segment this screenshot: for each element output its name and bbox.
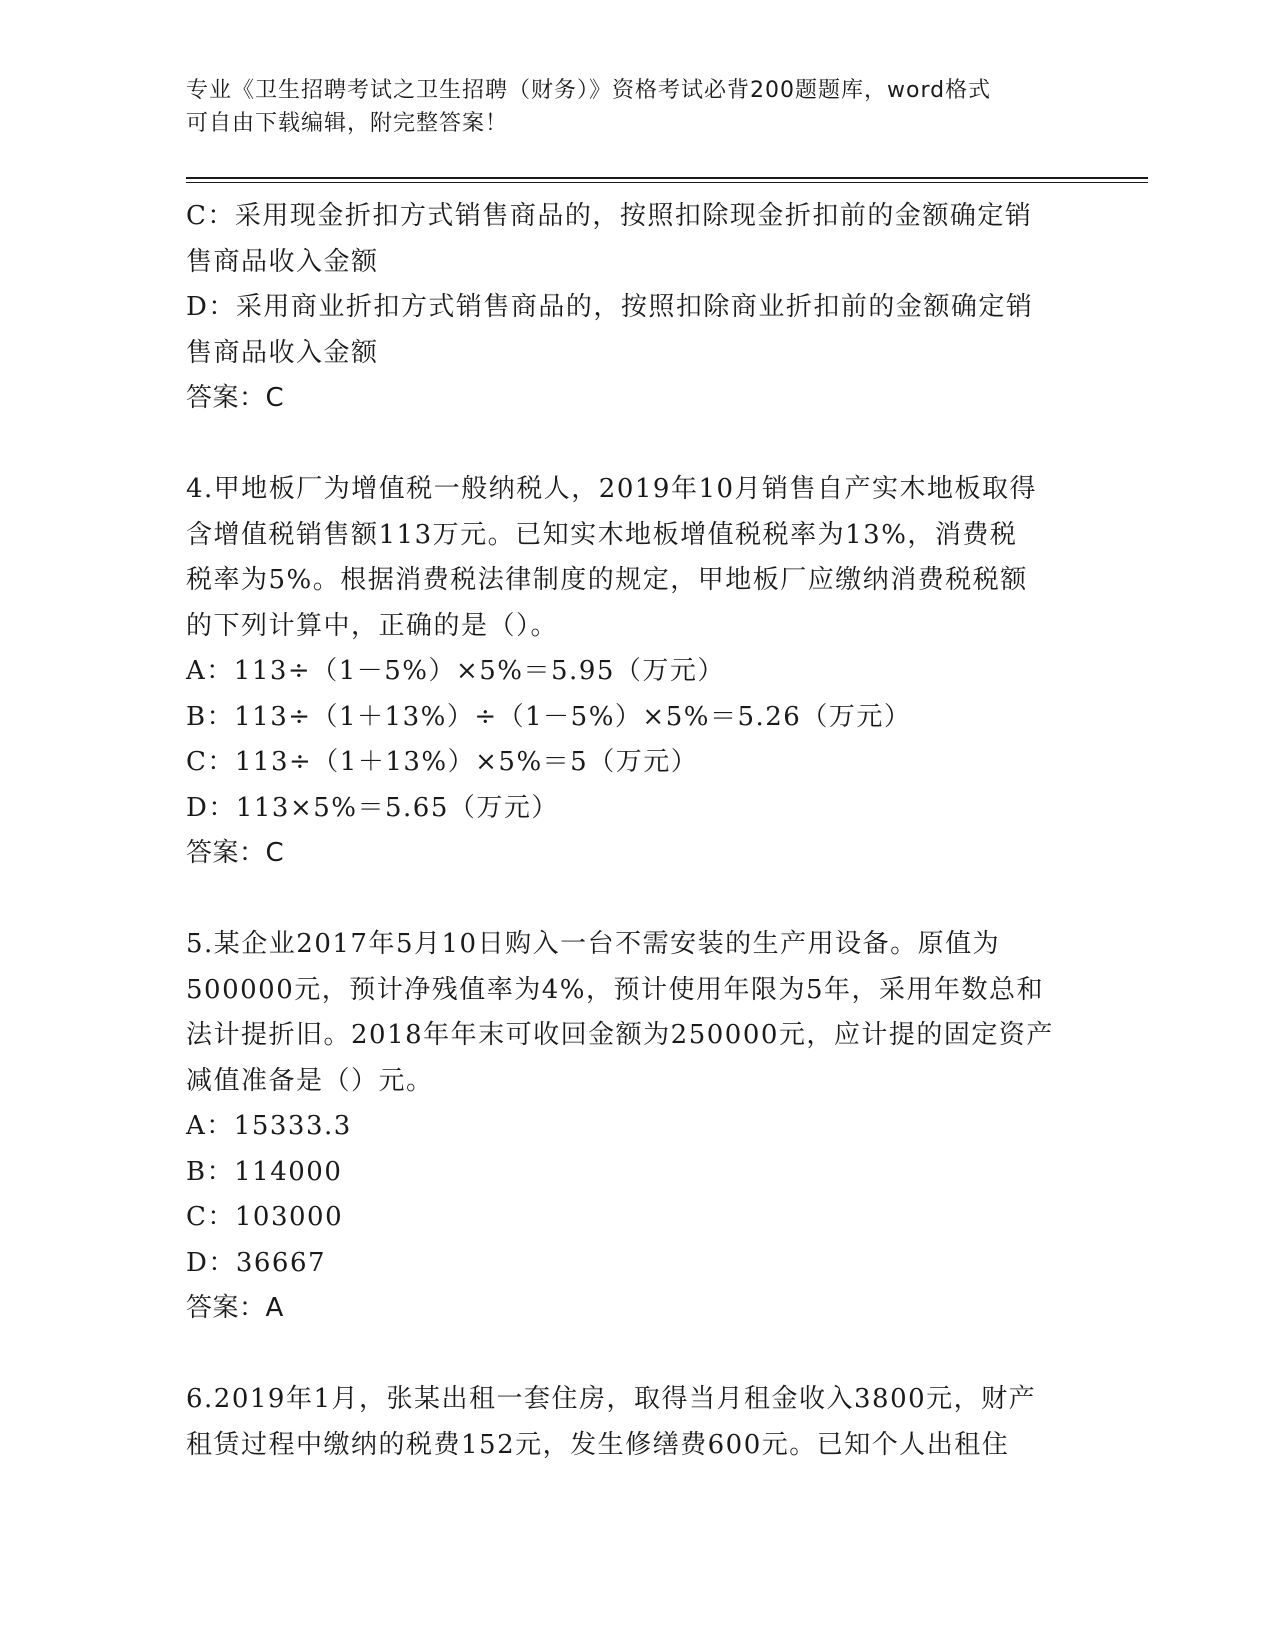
question-3-tail: [186, 194, 1086, 422]
question-stem-line: 500000元，预计净残值率为4%，预计使用年限为5年，采用年数总和: [186, 974, 1045, 1005]
header-divider-thin: [186, 182, 1148, 183]
question-stem-line: 税率为5%。根据消费税法律制度的规定，甲地板厂应缴纳消费税税额: [186, 565, 1028, 595]
option-b: B：113÷（1＋13%）÷（1－5%）×5%＝5.26（万元）: [186, 701, 912, 732]
header-line-1: 专业《卫生招聘考试之卫生招聘（财务）》资格考试必背200题题库，word格式: [186, 78, 992, 103]
question-content: [186, 194, 1086, 1468]
option-c: C：113÷（1＋13%）×5%＝5（万元）: [186, 747, 699, 777]
spacer: [186, 1332, 1086, 1378]
answer: 答案：C: [186, 838, 285, 868]
option-a: A：15333.3: [186, 1111, 352, 1141]
option-d: D：36667: [186, 1247, 327, 1278]
answer: 答案：A: [186, 1293, 284, 1323]
spacer: [186, 422, 1086, 468]
answer: 答案：C: [186, 383, 285, 413]
question-stem-line: 4.甲地板厂为增值税一般纳税人，2019年10月销售自产实木地板取得: [186, 474, 1038, 504]
question-stem-line: 的下列计算中，正确的是（）。: [186, 610, 559, 641]
header-line-2: 可自由下载编辑，附完整答案！: [186, 111, 509, 136]
question-4: [186, 467, 1086, 877]
option-c-line-1: C：采用现金折扣方式销售商品的，按照扣除现金折扣前的金额确定销: [186, 201, 1033, 231]
question-stem-line: 含增值税销售额113万元。已知实木地板增值税税率为13%，消费税: [186, 519, 1018, 550]
spacer: [186, 877, 1086, 923]
question-stem-line: 6.2019年1月，张某出租一套住房，取得当月租金收入3800元，财产: [186, 1384, 1037, 1414]
option-b: B：114000: [186, 1156, 343, 1187]
option-d-line-2: 售商品收入金额: [186, 337, 379, 368]
option-d-line-1: D：采用商业折扣方式销售商品的，按照扣除商业折扣前的金额确定销: [186, 292, 1034, 322]
option-c-line-2: 售商品收入金额: [186, 246, 379, 277]
option-a: A：113÷（1－5%）×5%＝5.95（万元）: [186, 656, 725, 686]
question-6: [186, 1377, 1086, 1468]
question-5: [186, 922, 1086, 1332]
header-divider-thick: [186, 177, 1148, 179]
question-stem-line: 5.某企业2017年5月10日购入一台不需安装的生产用设备。原值为: [186, 929, 1001, 959]
option-d: D：113×5%＝5.65（万元）: [186, 792, 559, 823]
question-stem-line: 租赁过程中缴纳的税费152元，发生修缮费600元。已知个人出租住: [186, 1429, 1010, 1460]
document-header: [186, 74, 1066, 140]
option-c: C：103000: [186, 1202, 344, 1232]
question-stem-line: 减值准备是（）元。: [186, 1065, 434, 1096]
question-stem-line: 法计提折旧。2018年年末可收回金额为250000元，应计提的固定资产: [186, 1020, 1054, 1050]
